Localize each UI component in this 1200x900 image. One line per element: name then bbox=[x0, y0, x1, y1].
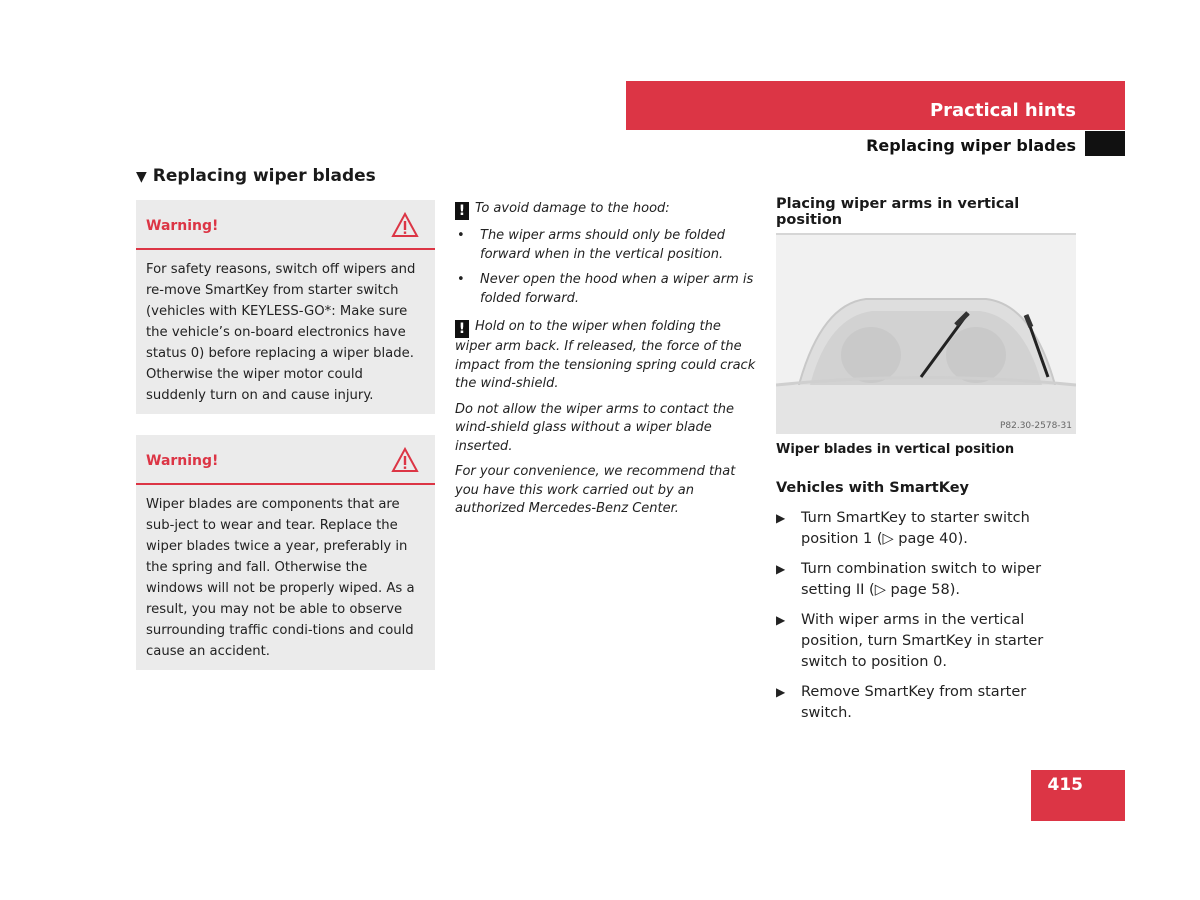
list-item: ▶ Remove SmartKey from starter switch. bbox=[776, 684, 1027, 721]
no-contact-note: Do not allow the wiper arms to contact the wind-shield glass without a wiper blade inserted. bbox=[455, 401, 735, 454]
hood-bullet-list bbox=[455, 227, 760, 308]
hood-note: ! To avoid damage to the hood: bbox=[455, 200, 760, 220]
photo-caption: Wiper blades in vertical position bbox=[776, 442, 1015, 457]
subheading: Placing wiper arms in vertical position bbox=[776, 196, 1076, 237]
section-marker bbox=[1085, 131, 1125, 156]
list-item: ▶ With wiper arms in the vertical position, turn SmartKey in starter switch to position 0. bbox=[776, 612, 1044, 670]
section-title bbox=[136, 166, 376, 186]
warning-label: Warning! bbox=[146, 453, 219, 469]
wiper-photo bbox=[776, 235, 1076, 434]
hold-wiper-note: ! Hold on to the wiper when folding the wiper arm back. If released, the force of the impact from the tensioning spring could crack the wind-shield. bbox=[455, 319, 756, 391]
warning-header bbox=[136, 435, 435, 485]
triangle-down-icon: ▼ bbox=[136, 169, 147, 185]
list-item: ▶ Turn combination switch to wiper setting II (▷ page 58). bbox=[776, 561, 1042, 598]
warning-box-wear bbox=[136, 435, 435, 670]
photo-reference-code: P82.30-2578-31 bbox=[999, 421, 1072, 431]
vehicles-heading: Vehicles with SmartKey bbox=[776, 480, 969, 496]
step-list bbox=[776, 508, 1081, 733]
list-item: ▶ Turn SmartKey to starter switch position 1 (▷ page 40). bbox=[776, 510, 1030, 547]
warning-box-safety bbox=[136, 200, 435, 414]
warning-triangle-icon bbox=[391, 212, 419, 238]
arrow-right-icon: ▶ bbox=[776, 613, 786, 627]
convenience-note: For your convenience, we recommend that you have this work carried out by an authorized Mercedes-Benz Center. bbox=[455, 464, 736, 516]
section-header: Replacing wiper blades bbox=[866, 136, 1076, 155]
chapter-title: Practical hints bbox=[929, 100, 1076, 121]
arrow-right-icon: ▶ bbox=[776, 562, 786, 576]
warning-text: Wiper blades are components that are sub-ject to wear and tear. Replace the wiper blades twice a year, preferably in the spring and fall. Otherwise the windows will not be properly wiped. As a result, you may not be able to observe surrounding traffic condi-tions and could cause an accident. bbox=[146, 497, 415, 659]
list-item: • Never open the hood when a wiper arm is folded forward. bbox=[455, 271, 760, 308]
section-title-text: Replacing wiper blades bbox=[152, 166, 376, 186]
warning-text: For safety reasons, switch off wipers and re-move SmartKey from starter switch (vehicles with KEYLESS-GO*: Make sure the vehicle’s on-board electronics have status 0) before replacing a wiper blade. Otherwise the wiper motor could suddenly turn on and cause injury. bbox=[146, 262, 416, 403]
list-item: • The wiper arms should only be folded forward when in the vertical position. bbox=[455, 227, 760, 264]
arrow-right-icon: ▶ bbox=[776, 511, 786, 525]
car-windshield-illustration bbox=[776, 235, 1076, 434]
exclamation-icon: ! bbox=[455, 320, 469, 338]
instructions-column bbox=[776, 196, 1076, 237]
warning-triangle-icon bbox=[391, 447, 419, 473]
warning-header bbox=[136, 200, 435, 250]
arrow-right-icon: ▶ bbox=[776, 685, 786, 699]
page-number: 415 bbox=[1047, 775, 1083, 795]
notes-column bbox=[455, 200, 760, 526]
warning-label: Warning! bbox=[146, 218, 219, 234]
exclamation-icon: ! bbox=[455, 202, 469, 220]
